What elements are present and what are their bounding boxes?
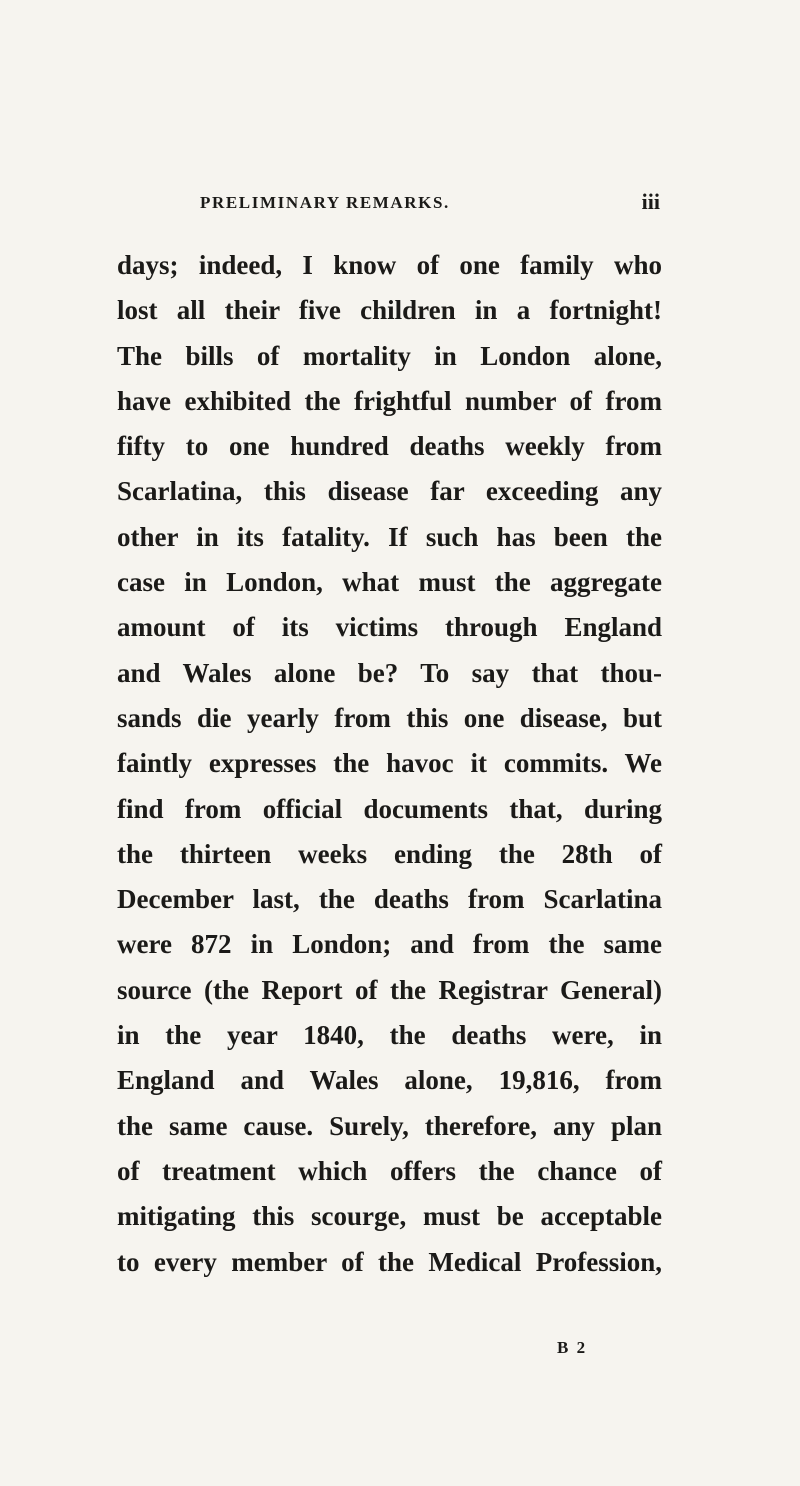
text-line: December last, the deaths from Scarlatina xyxy=(117,884,662,915)
text-line: sands die yearly from this one disease, but xyxy=(117,702,662,733)
text-line: The bills of mortality in London alone, xyxy=(117,340,662,371)
text-line: were 872 in London; and from the same xyxy=(117,929,662,960)
text-line: have exhibited the frightful number of from xyxy=(117,385,662,416)
text-line: days; indeed, I know of one family who xyxy=(117,250,662,280)
text-line: the same cause. Surely, therefore, any plan xyxy=(117,1110,662,1141)
text-line: case in London, what must the aggregate xyxy=(117,567,662,598)
text-line: amount of its victims through England xyxy=(117,612,662,643)
text-line: England and Wales alone, 19,816, from xyxy=(117,1065,662,1096)
text-line: to every member of the Medical Profession, xyxy=(117,1246,662,1277)
running-title: PRELIMINARY REMARKS. xyxy=(200,193,450,212)
page-number: iii xyxy=(641,189,660,214)
text-line: find from official documents that, during xyxy=(117,793,662,824)
body-text xyxy=(117,243,662,1285)
text-line: mitigating this scourge, must be acceptable xyxy=(117,1201,662,1232)
text-line: other in its fatality. If such has been the xyxy=(117,521,662,552)
text-line: of treatment which offers the chance of xyxy=(117,1155,662,1186)
text-line: source (the Report of the Registrar General) xyxy=(117,974,662,1005)
signature-mark: B 2 xyxy=(557,1338,588,1357)
text-line: Scarlatina, this disease far exceeding any xyxy=(117,476,662,507)
text-line: and Wales alone be? To say that thou- xyxy=(117,657,662,688)
text-line: lost all their five children in a fortnight! xyxy=(117,295,662,326)
text-line: in the year 1840, the deaths were, in xyxy=(117,1020,662,1051)
running-head xyxy=(120,189,660,217)
text-line: the thirteen weeks ending the 28th of xyxy=(117,838,662,869)
text-line: faintly expresses the havoc it commits. We xyxy=(117,748,662,779)
text-line: fifty to one hundred deaths weekly from xyxy=(117,431,662,462)
